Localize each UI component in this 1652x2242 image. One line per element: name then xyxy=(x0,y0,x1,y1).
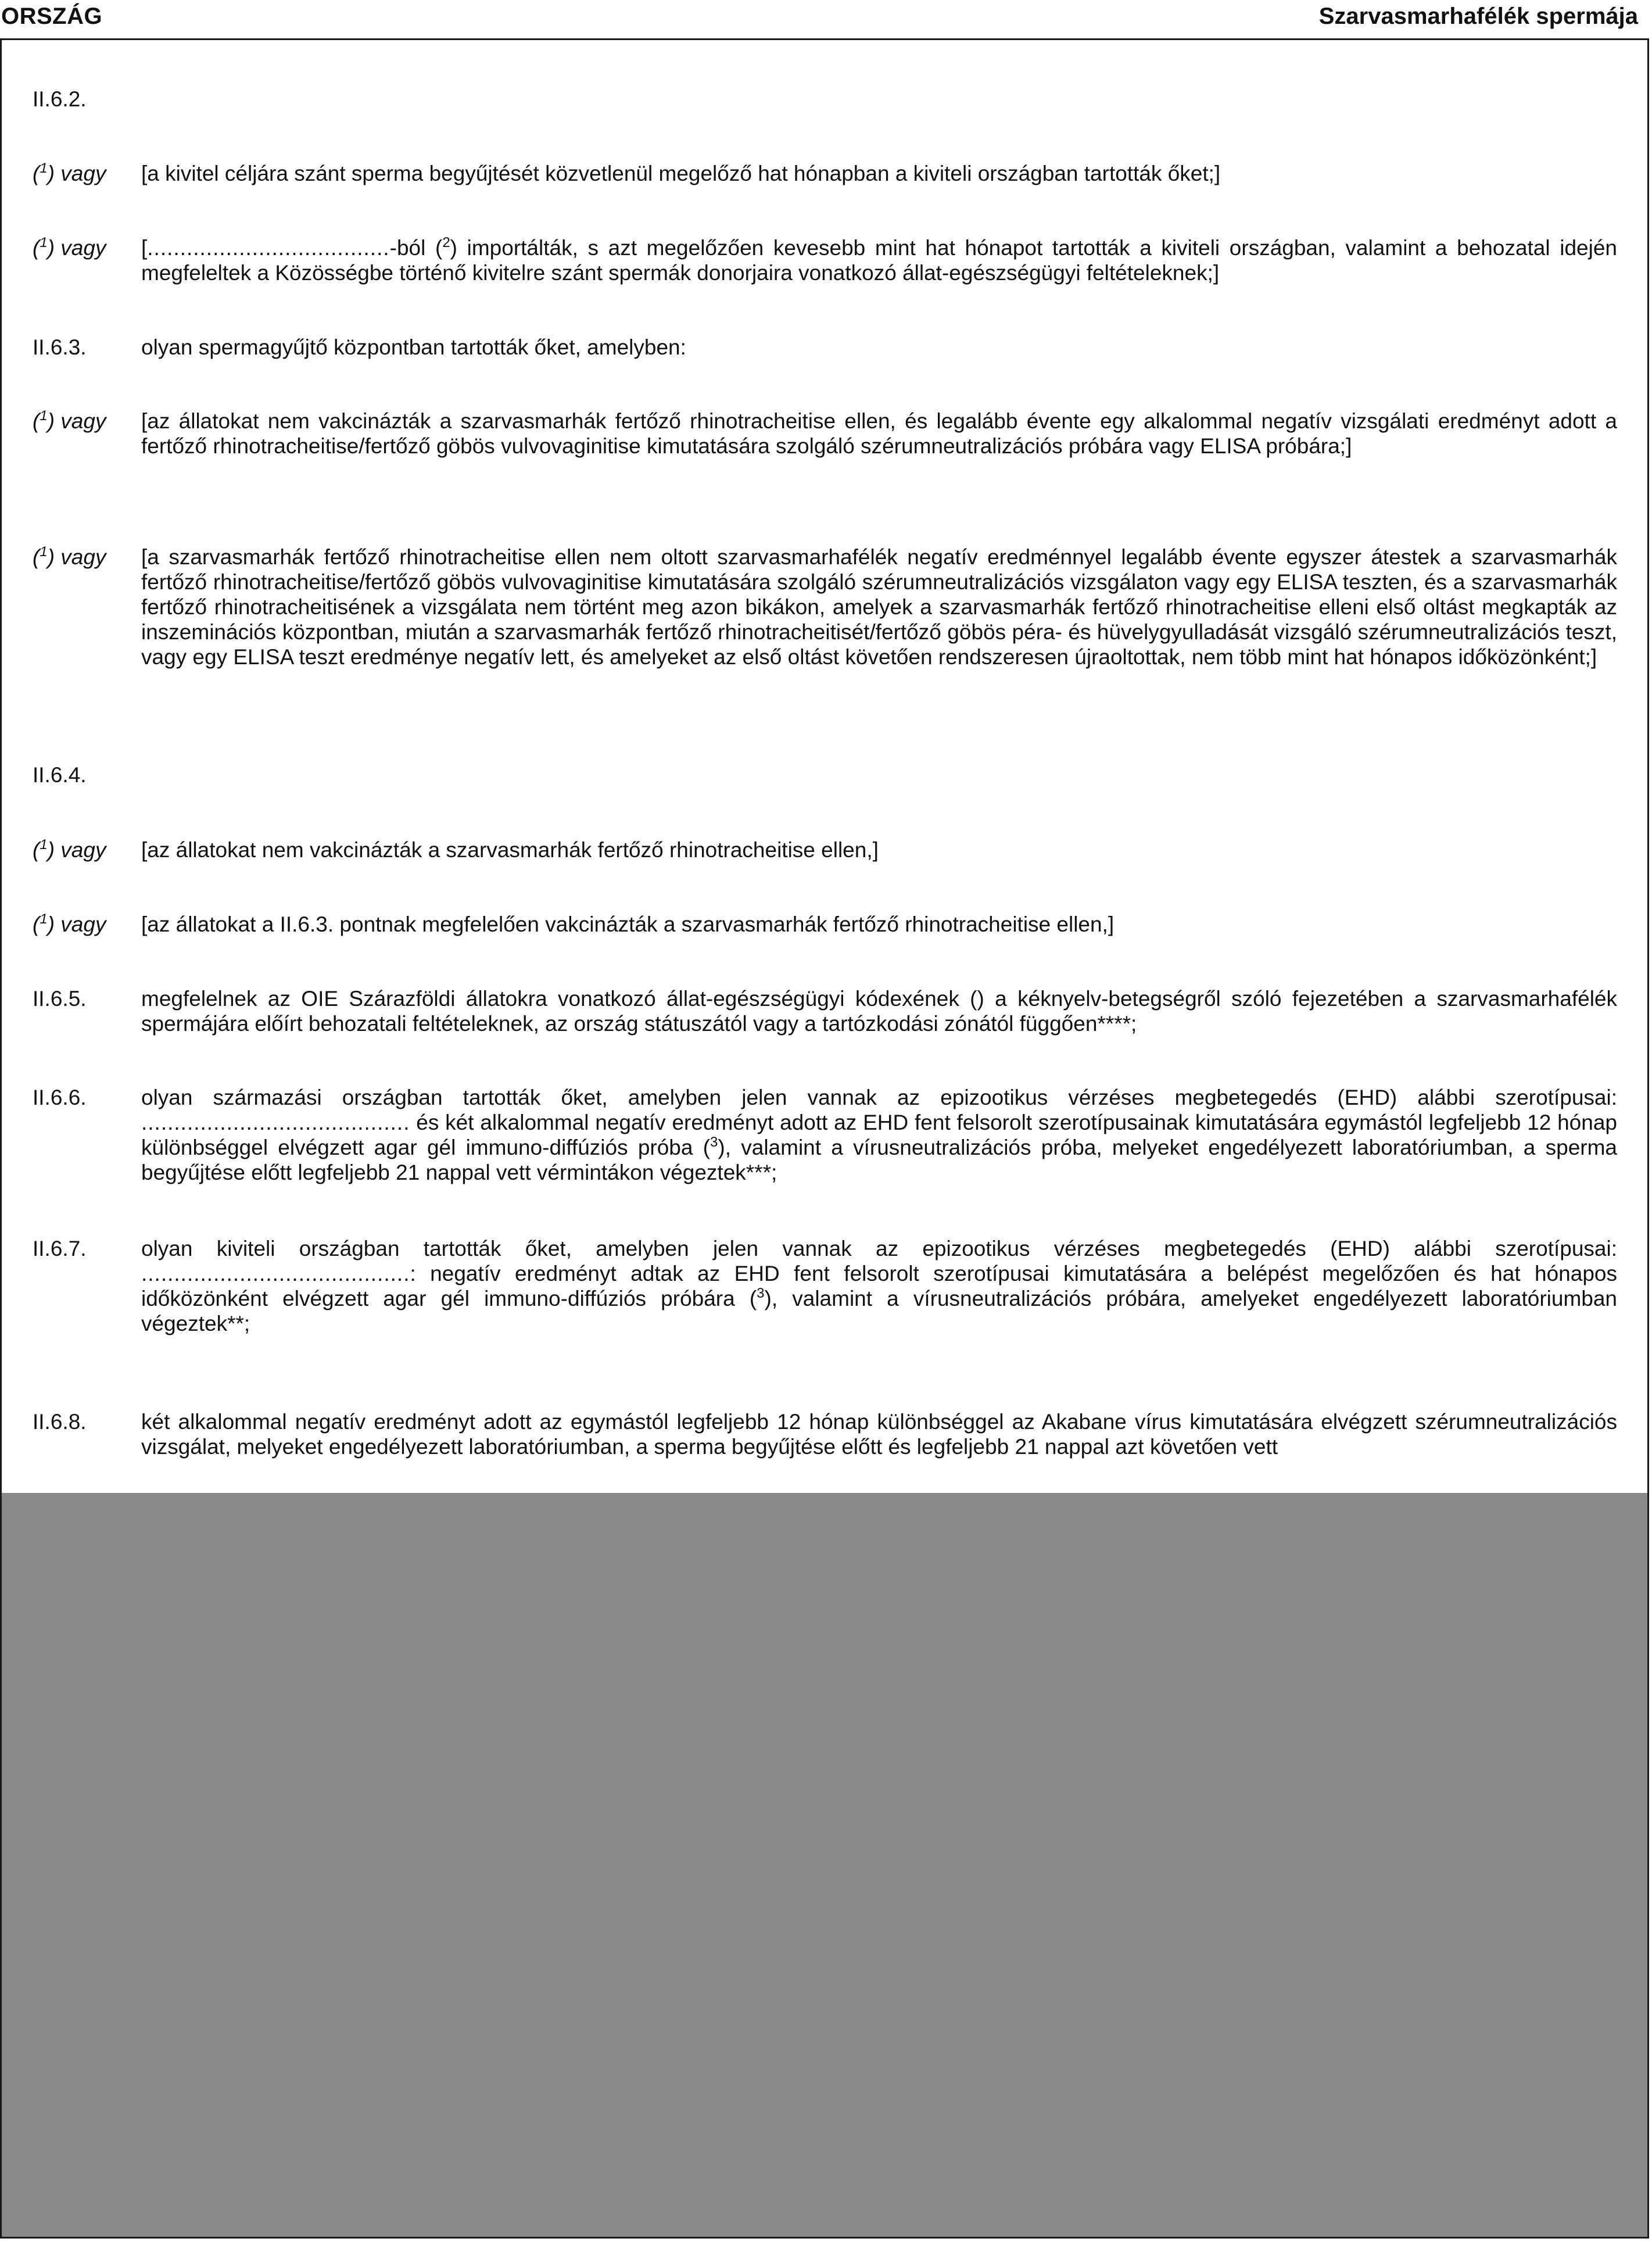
section-text xyxy=(141,1236,1617,1336)
option-text: [az állatokat nem vakcinázták a szarvasmarhák fertőző rhinotracheitise ellen,] xyxy=(141,838,879,862)
option-word: vagy xyxy=(60,912,106,936)
fill-in-dots: ..................................... xyxy=(147,236,390,260)
fill-in-dots: ......................................... xyxy=(141,1111,410,1134)
option-word: vagy xyxy=(60,545,106,569)
footnote-ref: 3 xyxy=(757,1285,765,1301)
option-label: ($^1$) vagy xyxy=(33,837,106,862)
section-number: II.6.3. xyxy=(33,335,87,359)
option-label: ($^1$) vagy xyxy=(33,911,106,936)
text-part: : negatív eredményt adtak az EHD fent felsorolt szerotípusai kimutatására a belépést megelőzően és hat hónapos időközönként elvégzett agar gél immuno-diffúziós próbára ( xyxy=(141,1262,1617,1310)
text-part: -ból ( xyxy=(389,236,443,260)
option-label: ($^1$) vagy xyxy=(33,408,106,433)
footnote-marker: 1 xyxy=(40,911,48,927)
header-country: ORSZÁG xyxy=(1,3,103,29)
option-label: ($^1$) vagy xyxy=(33,235,106,260)
section-number: II.6.7. xyxy=(33,1237,87,1260)
fill-in-dots: ......................................... xyxy=(141,1262,410,1285)
text-part: olyan kiviteli országban tartották őket, amelyben jelen vannak az epizootikus vérzéses megbetegedés (EHD) alábbi szerotípusai: xyxy=(141,1237,1617,1260)
header-title: Szarvasmarhafélék spermája xyxy=(1318,3,1638,29)
option-label: ($^1$) vagy xyxy=(33,544,106,569)
section-text: olyan spermagyűjtő központban tartották őket, amelyben: xyxy=(141,335,686,359)
text-part: [ xyxy=(141,236,148,260)
option-text: [a szarvasmarhák fertőző rhinotracheitise ellen nem oltott szarvasmarhafélék negatív eredménnyel legalább évente egyszer átestek a szarvasmarhák fertőző rhinotracheitise/fertőző göbös vulvovaginitise kimutatására szolgáló szérumneutralizációs vizsgálaton vagy egy ELISA teszten, és a szarvasmarhák fertőző rhinotracheitisének a vizsgálata nem történt meg azon bikákon, amelyek a szarvasmarhák fertőző rhinotracheitise elleni első oltást megkapták az inszeminációs központban, miután a szarvasmarhák fertőző rhinotracheitisét/fertőző göbös péra- és hüvelygyulladását vizsgáló szérumneutralizációs teszt, vagy egy ELISA teszt eredménye negatív lett, és amelyeket az első oltást követően rendszeresen újraoltottak, nem több mint hat hónapos időközönként;] xyxy=(141,545,1617,669)
text-part: ), valamint a vírusneutralizációs próbára, amelyeket engedélyezett laboratóriumban végeztek**; xyxy=(141,1287,1618,1335)
document-frame xyxy=(0,38,1649,2239)
section-text: két alkalommal negatív eredményt adott az egymástól legfeljebb 12 hónap különbséggel az Akabane vírus kimutatására elvégzett szérumneutralizációs vizsgálat, melyeket engedélyezett laboratóriumban, a sperma begyűjtése előtt és legfeljebb 21 nappal azt követően vett xyxy=(141,1410,1617,1459)
section-number: II.6.6. xyxy=(33,1086,87,1109)
footnote-marker: 1 xyxy=(40,837,48,853)
option-text: [az állatokat nem vakcinázták a szarvasmarhák fertőző rhinotracheitise ellen, és legalább évente egy alkalommal negatív vizsgálati eredményt adott a fertőző rhinotracheitise/fertőző göbös vulvovaginitise kimutatására szolgáló szérumneutralizációs próbára vagy ELISA próbára;] xyxy=(141,409,1617,458)
footnote-ref: 2 xyxy=(442,235,450,250)
section-number: II.6.2. xyxy=(33,87,87,111)
text-part: olyan származási országban tartották őket, amelyben jelen vannak az epizootikus vérzéses megbetegedés (EHD) alábbi szerotípusai: xyxy=(141,1086,1617,1109)
footnote-marker: 1 xyxy=(40,235,48,250)
option-text xyxy=(141,235,1617,285)
option-text: [a kivitel céljára szánt sperma begyűjtését közvetlenül megelőző hat hónapban a kiviteli országban tartották őket;] xyxy=(141,162,1221,185)
footnote-ref: 3 xyxy=(710,1134,718,1150)
section-number: II.6.8. xyxy=(33,1410,87,1434)
option-word: vagy xyxy=(60,838,106,862)
text-part: és két alkalommal negatív eredményt adott az EHD fent felsorolt szerotípusainak kimutatására egymástól legfeljebb 12 hónap különbséggel elvégzett agar gél immuno-diffúziós próba ( xyxy=(141,1111,1617,1159)
text-part: ) importálták, s azt megelőzően kevesebb mint hat hónapot tartották a kiviteli országban, valamint a behozatal idején megfeleltek a Közösségbe történő kivitelre szánt spermák donorjaira vonatkozó állat-egészségügyi feltételeknek;] xyxy=(141,236,1617,285)
section-text xyxy=(141,1085,1617,1185)
section-number: II.6.4. xyxy=(33,763,87,787)
text-part: ), valamint a vírusneutralizációs próba, melyeket engedélyezett laboratóriumban, a sperma begyűjtése előtt legfeljebb 21 nappal vett vérmintákon végeztek***; xyxy=(141,1136,1617,1184)
footnote-marker: 1 xyxy=(40,160,48,176)
footnote-marker: 1 xyxy=(40,408,48,424)
option-label: ($^1$) vagy xyxy=(33,160,106,185)
option-text: [az állatokat a II.6.3. pontnak megfelelően vakcinázták a szarvasmarhák fertőző rhinotracheitise ellen,] xyxy=(141,912,1115,936)
option-word: vagy xyxy=(60,162,106,185)
gray-redaction-overlay xyxy=(2,1493,1649,2239)
footnote-marker: 1 xyxy=(40,544,48,560)
option-word: vagy xyxy=(60,236,106,260)
section-number: II.6.5. xyxy=(33,987,87,1011)
section-text: megfelelnek az OIE Szárazföldi állatokra vonatkozó állat-egészségügyi kódexének () a kéknyelv-betegségről szóló fejezetében a szarvasmarhafélék spermájára előírt behozatali feltételeknek, az ország státuszától vagy a tartózkodási zónától függően****; xyxy=(141,987,1617,1036)
page-header xyxy=(0,0,1652,38)
option-word: vagy xyxy=(60,409,106,433)
